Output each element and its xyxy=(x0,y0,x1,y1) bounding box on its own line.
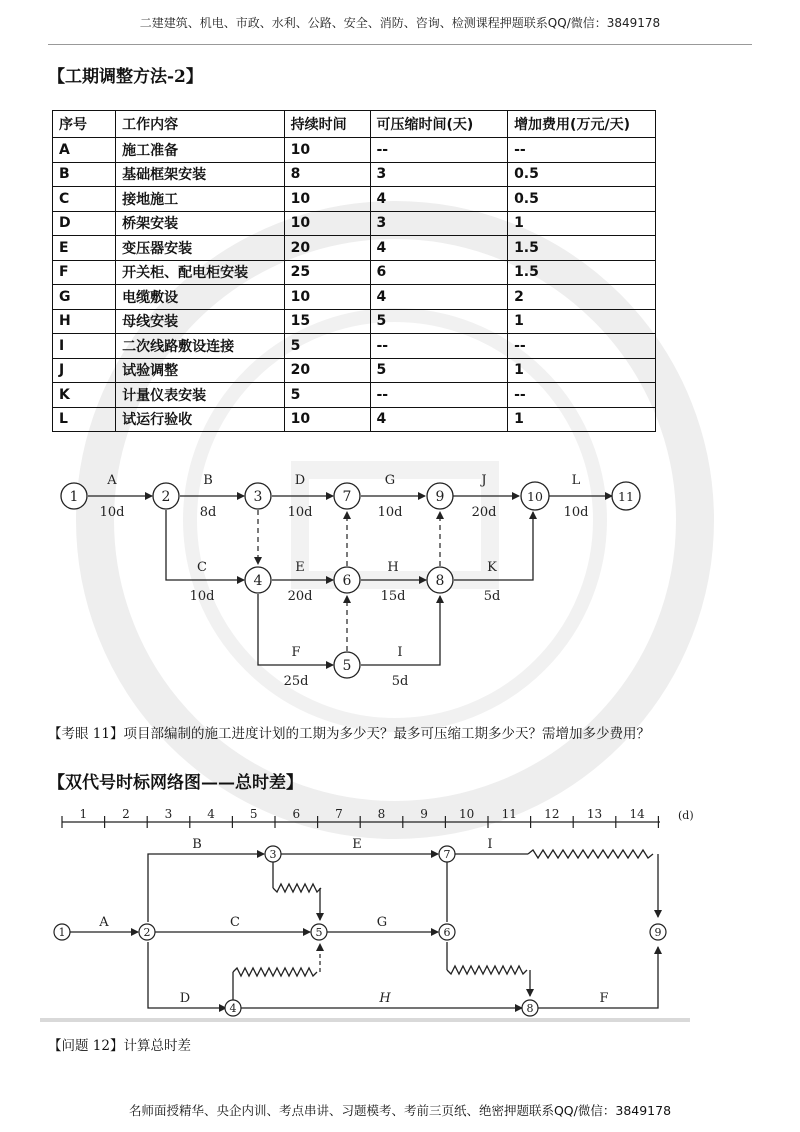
time-unit-label: (d) xyxy=(678,809,694,822)
table-cell: 5 xyxy=(284,383,370,408)
table-cell: -- xyxy=(370,334,508,359)
table-cell: A xyxy=(53,138,116,163)
node-label: 2 xyxy=(161,489,171,505)
scale-label: 11 xyxy=(501,807,517,821)
table-cell: 1.5 xyxy=(508,260,656,285)
activity-name: A xyxy=(107,473,117,488)
activity-name: G xyxy=(376,915,388,930)
activity-duration: 10d xyxy=(563,505,589,520)
network-diagram-2 xyxy=(0,800,800,1025)
table-cell: 4 xyxy=(370,236,508,261)
table-cell: 10 xyxy=(284,285,370,310)
table-cell: 基础框架安装 xyxy=(116,162,285,187)
activity-name: B xyxy=(192,837,202,852)
compression-table xyxy=(52,110,656,432)
page-footer: 名师面授精华、央企内训、考点串讲、习题模考、考前三页纸、绝密押题联系QQ/微信：3849178 xyxy=(128,1103,672,1118)
table-cell: 6 xyxy=(370,260,508,285)
node-label: 10 xyxy=(527,489,543,504)
node-label: 6 xyxy=(443,926,451,939)
scale-label: 12 xyxy=(544,807,560,821)
node-label: 11 xyxy=(618,489,634,504)
table-cell: 10 xyxy=(284,211,370,236)
activity-duration: 20d xyxy=(471,505,497,520)
page-header: 二建建筑、机电、市政、水利、公路、安全、消防、咨询、检测课程押题联系QQ/微信：3849178 xyxy=(139,16,661,30)
table-cell: 试运行验收 xyxy=(116,407,285,432)
table-cell: 桥架安装 xyxy=(116,211,285,236)
node-label: 1 xyxy=(69,489,79,505)
activity-duration: 20d xyxy=(287,589,313,604)
table-cell: 2 xyxy=(508,285,656,310)
activity-name: D xyxy=(179,991,191,1006)
activity-name: D xyxy=(294,473,306,488)
table-row xyxy=(53,407,656,432)
col-header: 工作内容 xyxy=(116,111,285,138)
node-label: 4 xyxy=(229,1002,237,1015)
table-cell: -- xyxy=(370,138,508,163)
scale-label: 5 xyxy=(249,807,258,821)
table-cell: K xyxy=(53,383,116,408)
table-cell: 试验调整 xyxy=(116,358,285,383)
table-cell: -- xyxy=(508,383,656,408)
activity-duration: 5d xyxy=(483,589,501,604)
activity-name: L xyxy=(571,473,581,488)
scale-label: 6 xyxy=(292,807,301,821)
table-cell: -- xyxy=(508,334,656,359)
table-cell: -- xyxy=(508,138,656,163)
node-label: 8 xyxy=(435,573,445,589)
table-cell: F xyxy=(53,260,116,285)
table-row xyxy=(53,358,656,383)
table-cell: 二次线路敷设连接 xyxy=(116,334,285,359)
table-cell: -- xyxy=(370,383,508,408)
table-cell: I xyxy=(53,334,116,359)
scale-label: 7 xyxy=(335,807,343,821)
node-label: 7 xyxy=(443,848,451,861)
header-divider xyxy=(48,44,752,45)
table-cell: 20 xyxy=(284,358,370,383)
activity-name: C xyxy=(230,915,240,930)
table-row xyxy=(53,285,656,310)
table-cell: 20 xyxy=(284,236,370,261)
table-cell: 母线安装 xyxy=(116,309,285,334)
table-cell: L xyxy=(53,407,116,432)
table-cell: 计量仪表安装 xyxy=(116,383,285,408)
table-cell: 4 xyxy=(370,407,508,432)
table-row xyxy=(53,211,656,236)
question-12: 【问题 12】计算总时差 xyxy=(48,1038,191,1054)
table-cell: 3 xyxy=(370,211,508,236)
table-cell: 0.5 xyxy=(508,187,656,212)
table-cell: 5 xyxy=(284,334,370,359)
table-cell: B xyxy=(53,162,116,187)
table-cell: 10 xyxy=(284,407,370,432)
node-label: 3 xyxy=(269,848,277,861)
table-cell: 1.5 xyxy=(508,236,656,261)
activity-name: E xyxy=(352,837,362,852)
activity-name: G xyxy=(384,473,396,488)
col-header: 持续时间 xyxy=(284,111,370,138)
table-cell: E xyxy=(53,236,116,261)
scale-label: 1 xyxy=(79,807,88,821)
node-label: 5 xyxy=(315,926,323,939)
table-cell: 15 xyxy=(284,309,370,334)
node-label: 7 xyxy=(342,489,352,505)
question-11: 【考眼 11】项目部编制的施工进度计划的工期为多少天？最多可压缩工期多少天？需增加多少费用？ xyxy=(48,726,650,742)
node-label: 3 xyxy=(253,489,263,505)
table-cell: 10 xyxy=(284,187,370,212)
table-cell: 1 xyxy=(508,407,656,432)
scale-label: 13 xyxy=(586,807,603,821)
activity-duration: 25d xyxy=(283,674,309,689)
activity-name: J xyxy=(481,473,487,488)
table-cell: 4 xyxy=(370,187,508,212)
table-row xyxy=(53,309,656,334)
table-cell: 5 xyxy=(370,358,508,383)
table-cell: 1 xyxy=(508,358,656,383)
scale-label: 3 xyxy=(164,807,173,821)
section-title-schedule-adjust: 【工期调整方法-2】 xyxy=(48,67,203,87)
table-cell: 0.5 xyxy=(508,162,656,187)
table-cell: J xyxy=(53,358,116,383)
activity-name: K xyxy=(487,560,497,575)
activity-name: F xyxy=(291,645,301,660)
table-row xyxy=(53,334,656,359)
table-cell: 10 xyxy=(284,138,370,163)
table-cell: 5 xyxy=(370,309,508,334)
table-cell: 开关柜、配电柜安装 xyxy=(116,260,285,285)
activity-name: F xyxy=(599,991,609,1006)
col-header: 可压缩时间(天) xyxy=(370,111,508,138)
node-label: 5 xyxy=(342,658,352,674)
table-cell: 施工准备 xyxy=(116,138,285,163)
activity-duration: 5d xyxy=(391,674,409,689)
node-label: 9 xyxy=(654,926,662,939)
activity-name: C xyxy=(197,560,207,575)
table-cell: C xyxy=(53,187,116,212)
scale-label: 14 xyxy=(629,807,645,821)
table-cell: 25 xyxy=(284,260,370,285)
activity-name: E xyxy=(295,560,305,575)
table-cell: 4 xyxy=(370,285,508,310)
scale-label: 9 xyxy=(420,807,428,821)
table-cell: 1 xyxy=(508,309,656,334)
activity-name: H xyxy=(387,560,399,575)
table-row xyxy=(53,383,656,408)
table-cell: G xyxy=(53,285,116,310)
node-label: 9 xyxy=(435,489,445,505)
activity-duration: 10d xyxy=(377,505,403,520)
table-cell: 8 xyxy=(284,162,370,187)
table-cell: 3 xyxy=(370,162,508,187)
col-header: 增加费用(万元/天) xyxy=(508,111,656,138)
table-header-row xyxy=(53,111,656,138)
node-label: 4 xyxy=(253,573,263,589)
activity-duration: 15d xyxy=(380,589,406,604)
node-label: 1 xyxy=(58,926,66,939)
table-cell: 变压器安装 xyxy=(116,236,285,261)
activity-name: A xyxy=(99,915,109,930)
node-label: 6 xyxy=(342,573,352,589)
scale-label: 2 xyxy=(122,807,130,821)
activity-name: I xyxy=(487,837,493,852)
activity-duration: 10d xyxy=(287,505,313,520)
table-cell: D xyxy=(53,211,116,236)
activity-duration: 10d xyxy=(189,589,215,604)
table-cell: 电缆敷设 xyxy=(116,285,285,310)
table-cell: 接地施工 xyxy=(116,187,285,212)
table-row xyxy=(53,260,656,285)
col-header: 序号 xyxy=(53,111,116,138)
table-cell: H xyxy=(53,309,116,334)
table-cell: 1 xyxy=(508,211,656,236)
table-row xyxy=(53,138,656,163)
network-diagram-1 xyxy=(0,460,800,700)
activity-name: B xyxy=(203,473,213,488)
activity-duration: 8d xyxy=(199,505,217,520)
node-label: 2 xyxy=(143,926,151,939)
table-row xyxy=(53,162,656,187)
table-row xyxy=(53,236,656,261)
activity-name: I xyxy=(397,645,403,660)
section-title-time-scaled: 【双代号时标网络图——总时差】 xyxy=(48,773,303,793)
node-label: 8 xyxy=(526,1002,534,1015)
scale-label: 4 xyxy=(207,807,215,821)
table-row xyxy=(53,187,656,212)
activity-duration: 10d xyxy=(99,505,125,520)
activity-name: H xyxy=(379,991,391,1006)
scale-label: 10 xyxy=(459,807,475,821)
scale-label: 8 xyxy=(377,807,386,821)
